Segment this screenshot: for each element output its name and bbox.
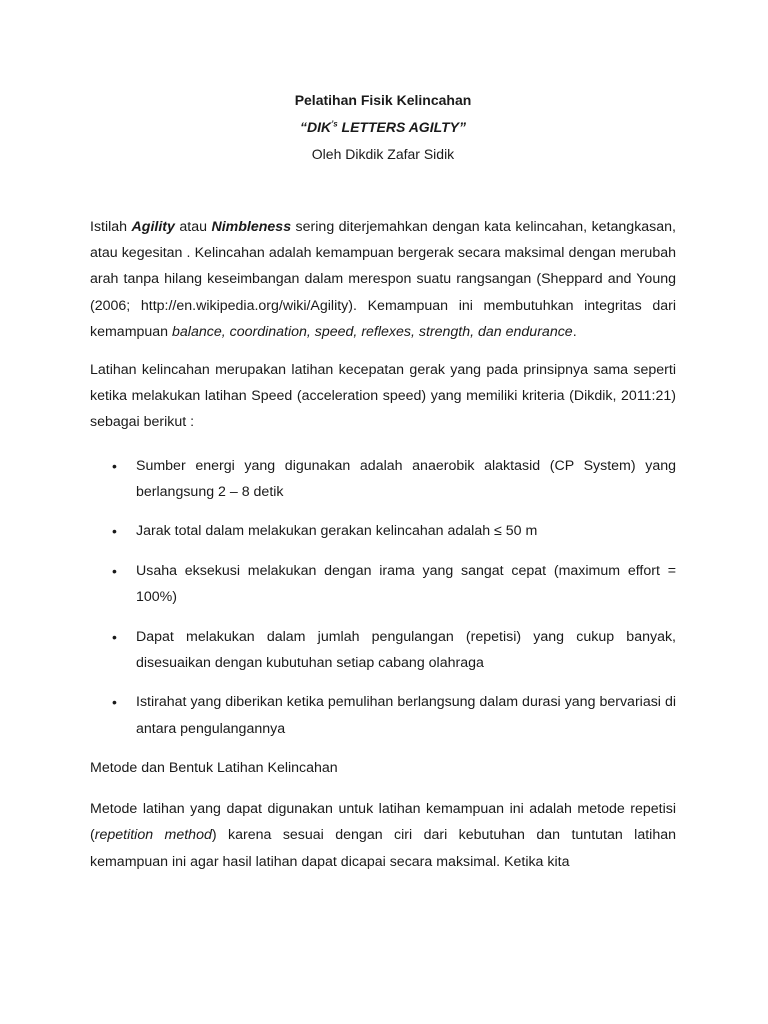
- list-item: [90, 624, 676, 677]
- term-agility: Agility: [131, 219, 175, 235]
- para1-text-2: atau: [174, 219, 212, 235]
- para1-text-4: .: [572, 323, 577, 340]
- list-item-text: Sumber energi yang digunakan adalah anaerobik alaktasid (CP System) yang berlangsung 2 – 8 detik: [136, 457, 676, 501]
- list-item-text: Jarak total dalam melakukan gerakan kelincahan adalah ≤ 50 m: [136, 523, 538, 540]
- list-item: [90, 689, 676, 742]
- list-item-text: Usaha eksekusi melakukan dengan irama yang sangat cepat (maximum effort = 100%): [136, 562, 676, 606]
- subtitle-main: “DIK: [300, 119, 332, 135]
- paragraph-training-method: [90, 796, 676, 875]
- document-subtitle: [90, 117, 676, 137]
- list-item: [90, 453, 676, 506]
- para1-italic-terms: balance, coordination, speed, reflexes, strength, dan endurance: [172, 323, 573, 340]
- bullet-icon: •: [112, 694, 117, 711]
- bullet-icon: •: [112, 628, 117, 645]
- section-heading-methods: Metode dan Bentuk Latihan Kelincahan: [90, 760, 338, 777]
- paragraph-training-criteria: Latihan kelincahan merupakan latihan kecepatan gerak yang pada prinsipnya sama seperti ketika melakukan latihan Speed (acceleration speed) yang memiliki kriteria (Dikdik, 2011:21) sebagai berikut :: [90, 362, 676, 431]
- bullet-icon: •: [112, 562, 117, 579]
- bullet-icon: •: [112, 523, 117, 540]
- para3-italic-term: repetition method: [94, 827, 212, 844]
- paragraph-agility-definition: [90, 214, 676, 345]
- subtitle-rest: LETTERS AGILTY”: [337, 119, 466, 135]
- subtitle-superscript: ’s: [331, 119, 338, 129]
- criteria-bullet-list: [90, 453, 676, 743]
- document-content: [90, 90, 676, 875]
- document-title: Pelatihan Fisik Kelincahan: [294, 92, 472, 108]
- para1-text-1: Istilah: [90, 219, 132, 235]
- para3-text-2: ) karena sesuai dengan ciri dari kebutuhan dan tuntutan latihan kemampuan ini agar hasil latihan dapat dicapai secara maksimal. Ketika kita: [90, 827, 676, 870]
- term-nimbleness: Nimbleness: [211, 219, 292, 235]
- para3-text-1: Metode latihan yang dapat digunakan untuk latihan kemampuan ini adalah metode repetisi (: [90, 801, 676, 844]
- para1-text-3: sering diterjemahkan dengan kata kelincahan, ketangkasan, atau kegesitan . Kelincahan adalah kemampuan bergerak secara maksimal dengan merubah arah tanpa hilang keseimbangan dalam merespon suatu rangsangan (Sheppard and Young (2006; http://en.wikipedia.org/wiki/Agility). Kemampuan ini membutuhkan integritas dari kemampuan: [90, 219, 676, 340]
- list-item-text: Dapat melakukan dalam jumlah pengulangan (repetisi) yang cukup banyak, disesuaikan dengan kubutuhan setiap cabang olahraga: [136, 628, 676, 672]
- list-item-text: Istirahat yang diberikan ketika pemulihan berlangsung dalam durasi yang bervariasi di antara pengulangannya: [136, 694, 676, 737]
- list-item: [90, 558, 676, 611]
- document-author: Oleh Dikdik Zafar Sidik: [311, 146, 455, 162]
- bullet-icon: •: [112, 457, 117, 474]
- list-item: [90, 518, 676, 544]
